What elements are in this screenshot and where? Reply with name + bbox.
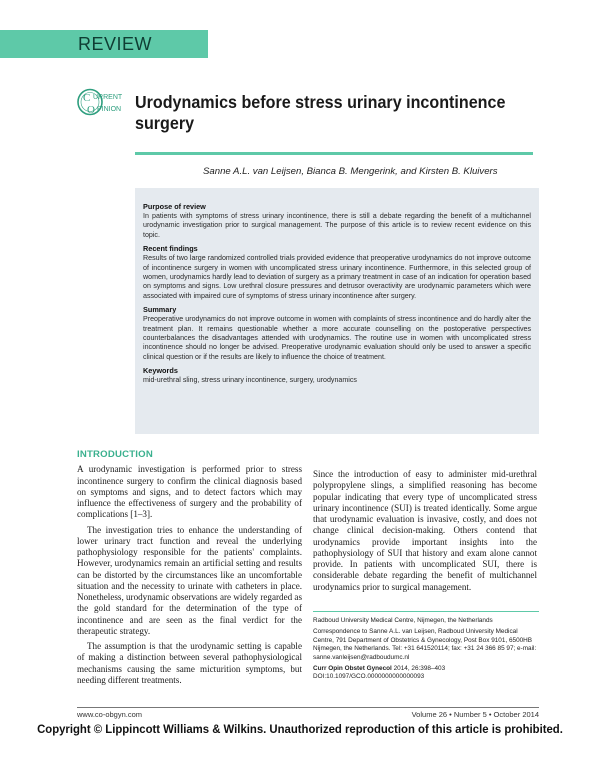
summary-text: Preoperative urodynamics do not improve outcome in women with complaints of stress incontinence and do hardly alter the treatment plan. It remains questionable whether a more accurate counselling on the postoperative perspectives counterbalances the disadvantages attended with urodynamics. The routine use in women with uncomplicated stress incontinence should no longer be advised. Preoperative urodynamic evaluation should only be used to answer a specific clinical question or if the results are likely to influence the choice of treatment. <box>143 315 531 361</box>
article-title: Urodynamics before stress urinary incontinence surgery <box>135 92 506 133</box>
logo-text-top: URRENT <box>93 94 123 101</box>
article-info <box>313 617 539 685</box>
body-left-column <box>77 449 302 690</box>
logo-initial-c: C <box>83 92 91 104</box>
copyright-notice: Copyright © Lippincott Williams & Wilkins. Unauthorized reproduction of this article is prohibited. <box>37 722 563 736</box>
journal-name: Curr Opin Obstet Gynecol <box>313 665 392 673</box>
review-banner: REVIEW <box>0 30 208 58</box>
findings-text: Results of two large randomized controlled trials provided evidence that preoperative urodynamics do not improve outcome of incontinence surgery in women with uncomplicated stress urinary incontinence. Furthermore, in this selected group of women, urodynamics hardly lead to deviation of surgery as a primary treatment in case of an indication for operation based on symptoms and signs. Low urethral closure pressures and detrusor overactivity are urodynamic parameters which were associated with impaired cure of symptoms of stress urinary incontinence after surgery. <box>143 254 531 300</box>
keywords-text: mid-urethral sling, stress urinary incontinence, surgery, urodynamics <box>143 376 357 385</box>
footer-divider <box>77 707 539 708</box>
findings-heading: Recent findings <box>143 244 198 254</box>
purpose-heading: Purpose of review <box>143 202 206 211</box>
author-list: Sanne A.L. van Leijsen, Bianca B. Mengerink, and Kirsten B. Kluivers <box>203 166 498 177</box>
purpose-text: In patients with symptoms of stress urinary incontinence, there is still a debate regarding the benefit of a multichannel urodynamic investigation prior to surgical management. The purpose of this article is to review recent evidence on this topic. <box>143 212 531 239</box>
keywords-heading: Keywords <box>143 366 178 376</box>
info-divider <box>313 611 539 612</box>
right-paragraph-1: Since the introduction of easy to administer mid-urethral polypropylene slings, a simplified reasoning has become popular indicating that every type of uncomplicated stress urinary incontinence (SUI) is treated identically. Some argue that urodynamic evaluation is invasive, costly, and does not change clinical decision-making. Others contend that urodynamics provide important insights into the pathophysiology of SUI that history and exam alone cannot provide. In patients with uncomplicated SUI, there is considerable debate regarding the benefit of multichannel urodynamics prior to surgical management. <box>313 469 537 592</box>
introduction-heading: INTRODUCTION <box>77 449 153 460</box>
current-opinion-logo <box>76 87 128 117</box>
body-right-column <box>313 469 537 597</box>
issue-info: Volume 26 • Number 5 • October 2014 <box>411 710 539 719</box>
citation-details: 2014, 26:398–403 <box>391 665 446 673</box>
summary-heading: Summary <box>143 305 177 315</box>
logo-initial-o: O <box>87 104 95 116</box>
title-divider <box>135 152 533 155</box>
logo-text-bottom: PINION <box>97 106 122 113</box>
citation-line <box>313 665 539 673</box>
intro-paragraph-2: The investigation tries to enhance the understanding of lower urinary tract function and reveal the underlying pathophysiology responsible for the patients' complaints. However, urodynamics remain an artificial setting and results can be distorted by the circumstances like an uncomfortable situation and the necessity to urinate with catheters in place. Nonetheless, urodynamic observations are widely regarded as the gold standard for the determination of the type of incontinence and are seen as the final verdict for the therapeutic strategy. <box>77 524 302 636</box>
doi[interactable]: DOI:10.1097/GCO.0000000000000093 <box>313 673 425 681</box>
intro-paragraph-3: The assumption is that the urodynamic setting is capable of making a distinction between several pathophysiological mechanisms causing the same micturition symptoms, but needing different treatments. <box>77 641 302 685</box>
affiliation: Radboud University Medical Centre, Nijmegen, the Netherlands <box>313 617 493 624</box>
correspondence: Correspondence to Sanne A.L. van Leijsen, Radboud University Medical Centre, 791 Department of Obstetrics & Gynecology, Post Box 9101, 6500HB Nijmegen, the Netherlands. Tel: +31 641520114; fax: +31 24 366 85 97; e-mail: sanne.vanleijsen@radboudumc.nl <box>313 628 537 661</box>
journal-website-link[interactable]: www.co-obgyn.com <box>77 710 143 719</box>
abstract-box <box>135 188 539 434</box>
intro-paragraph-1: A urodynamic investigation is performed prior to stress incontinence surgery to confirm the clinical diagnosis based on symptoms and signs, and to detect factors which may influence the effectiveness of surgery and the probability of complications [1–3]. <box>77 464 302 520</box>
